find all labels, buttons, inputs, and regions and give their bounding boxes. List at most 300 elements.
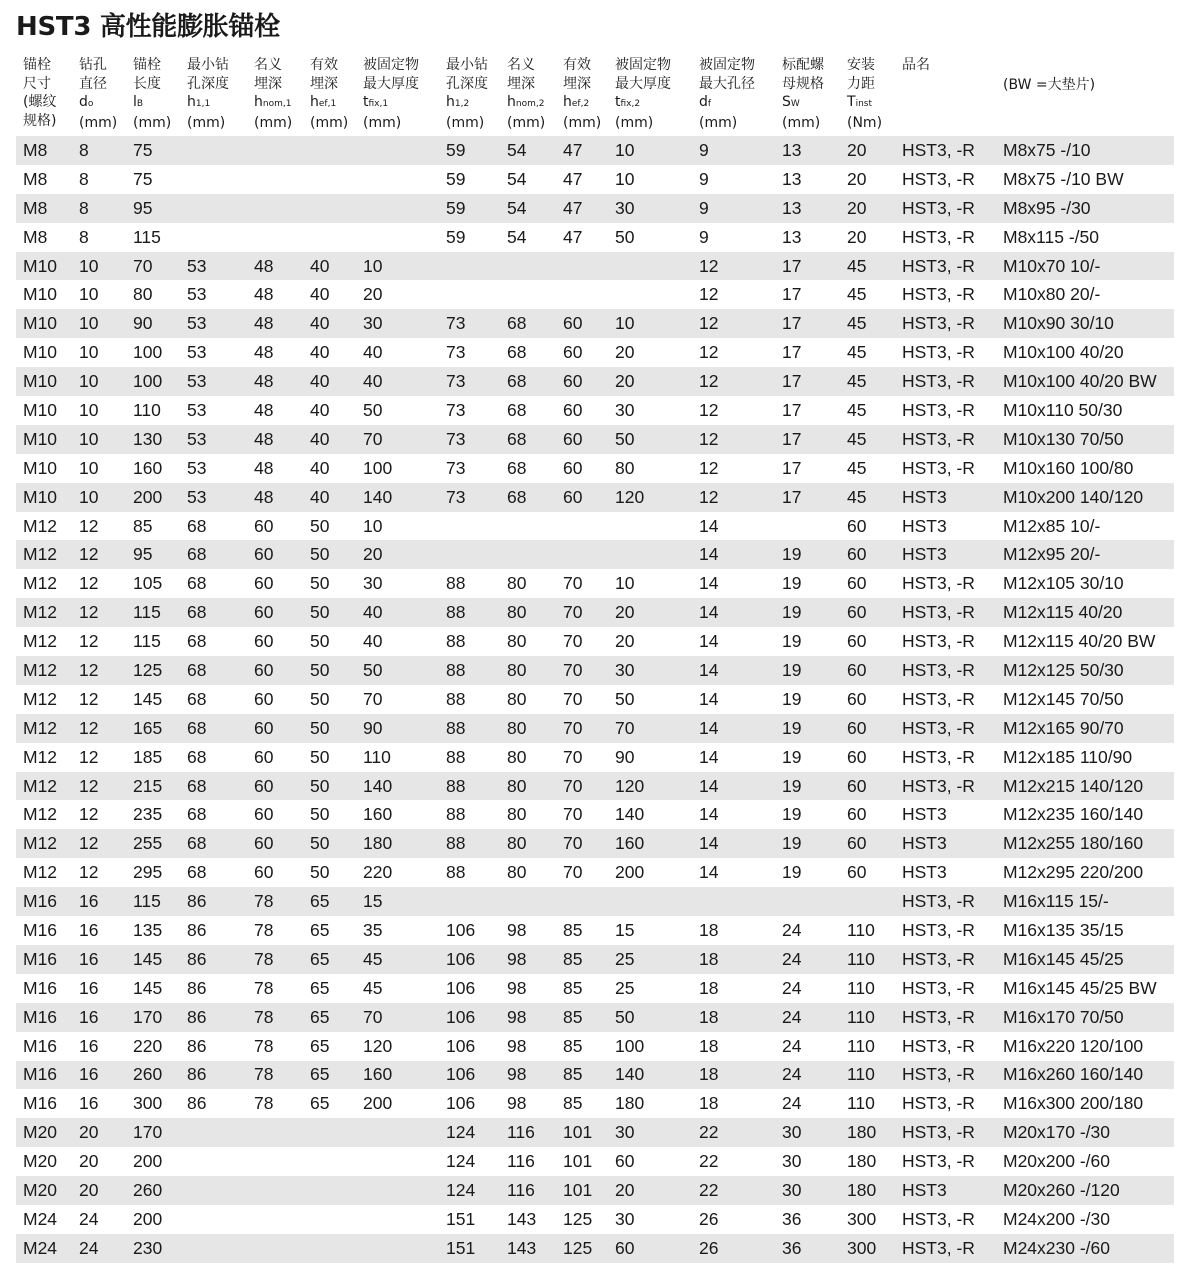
column-header xyxy=(608,56,692,136)
table-cell: 24 xyxy=(775,945,840,974)
table-cell: 200 xyxy=(363,1093,393,1114)
table-cell: M10 xyxy=(16,483,72,512)
table-cell: 17 xyxy=(775,367,840,396)
table-cell: 50 xyxy=(310,804,330,825)
table-cell: 88 xyxy=(439,772,500,801)
table-cell: 20 xyxy=(840,194,895,223)
table-cell xyxy=(356,165,439,194)
table-cell: 70 xyxy=(556,656,608,685)
header-line: 最大厚度 xyxy=(615,75,671,92)
table-cell: 106 xyxy=(439,945,500,974)
table-cell: M10x100 40/20 xyxy=(1003,342,1124,363)
table-cell: 85 xyxy=(563,919,583,940)
table-cell: 50 xyxy=(303,772,356,801)
table-cell: 80 xyxy=(500,714,556,743)
table-cell: 10 xyxy=(72,252,126,281)
table-cell: 14 xyxy=(699,746,719,767)
table-cell xyxy=(247,1205,303,1234)
table-cell: 80 xyxy=(507,746,527,767)
table-cell: M12 xyxy=(23,631,58,652)
table-cell: M20 xyxy=(16,1118,72,1147)
header-line: 力距 xyxy=(847,75,875,92)
header-line: (BW =大垫片) xyxy=(1003,77,1096,93)
table-cell: 68 xyxy=(507,457,527,478)
table-cell: 60 xyxy=(840,540,895,569)
table-cell: 12 xyxy=(692,367,775,396)
header-line: 锚栓 xyxy=(23,57,51,73)
table-cell xyxy=(303,223,356,252)
header-line: 钻孔 xyxy=(79,57,107,73)
column-header xyxy=(692,56,775,136)
table-cell: 10 xyxy=(72,309,126,338)
table-cell: 101 xyxy=(556,1118,608,1147)
table-cell: 80 xyxy=(507,862,527,883)
table-cell: 88 xyxy=(446,862,466,883)
table-cell: 300 xyxy=(133,1093,163,1114)
table-cell xyxy=(775,512,840,541)
header-unit: (mm) xyxy=(615,114,654,131)
table-cell: 80 xyxy=(507,804,527,825)
table-cell: 110 xyxy=(133,399,161,420)
table-cell: 50 xyxy=(608,425,692,454)
table-cell: 68 xyxy=(507,342,527,363)
table-cell: 9 xyxy=(699,226,709,247)
table-cell: 60 xyxy=(608,1234,692,1263)
table-cell: 45 xyxy=(356,945,439,974)
header-unit: (mm) xyxy=(254,114,293,131)
table-cell: 98 xyxy=(500,1061,556,1090)
table-cell: M12 xyxy=(16,714,72,743)
table-cell: 115 xyxy=(126,887,180,916)
table-cell: 170 xyxy=(126,1118,180,1147)
table-cell: 10 xyxy=(363,515,383,536)
table-cell: 40 xyxy=(310,399,330,420)
table-cell: 14 xyxy=(699,515,719,536)
table-cell xyxy=(180,1147,247,1176)
table-cell: 86 xyxy=(180,1061,247,1090)
table-cell: 19 xyxy=(775,714,840,743)
table-cell: HST3, -R xyxy=(902,1035,975,1056)
table-cell xyxy=(608,512,692,541)
table-cell: HST3, -R xyxy=(895,656,996,685)
table-cell: 180 xyxy=(840,1176,895,1205)
table-cell: M12x235 160/140 xyxy=(1003,804,1144,825)
table-cell: 60 xyxy=(247,598,303,627)
table-cell: 86 xyxy=(187,1093,207,1114)
table-cell: 30 xyxy=(363,573,383,594)
table-cell: 68 xyxy=(180,772,247,801)
table-cell xyxy=(247,165,303,194)
header-unit: (mm) xyxy=(563,114,602,131)
table-cell: M10x70 10/- xyxy=(996,252,1174,281)
table-cell xyxy=(247,136,303,165)
table-cell: 95 xyxy=(126,194,180,223)
table-cell xyxy=(500,512,556,541)
table-cell: 45 xyxy=(840,425,895,454)
symbol-subscript: ef,1 xyxy=(318,99,337,109)
table-cell: 95 xyxy=(126,540,180,569)
table-row xyxy=(16,743,1174,772)
table-cell xyxy=(180,165,247,194)
table-cell: M12 xyxy=(23,804,58,825)
table-cell: 48 xyxy=(247,425,303,454)
table-cell: 50 xyxy=(303,598,356,627)
table-cell xyxy=(303,1147,356,1176)
table-cell: 40 xyxy=(303,252,356,281)
table-cell xyxy=(180,136,247,165)
table-cell: 143 xyxy=(500,1234,556,1263)
table-cell: 10 xyxy=(615,168,635,189)
header-line: 母规格 xyxy=(782,75,824,92)
table-cell: HST3, -R xyxy=(895,252,996,281)
table-cell xyxy=(247,223,303,252)
table-cell: 20 xyxy=(72,1118,126,1147)
page-title: HST3 高性能膨胀锚栓 xyxy=(16,12,280,42)
table-cell: 60 xyxy=(254,631,274,652)
table-cell xyxy=(840,887,895,916)
table-cell: M12 xyxy=(23,515,58,536)
table-cell: 60 xyxy=(247,829,303,858)
symbol-letter: h xyxy=(310,94,319,110)
table-cell: 59 xyxy=(439,136,500,165)
table-row xyxy=(16,1118,1174,1147)
table-cell: 40 xyxy=(310,342,330,363)
table-cell: 12 xyxy=(692,483,775,512)
header-line: 名义 xyxy=(254,57,282,73)
table-cell: 88 xyxy=(439,656,500,685)
table-cell: 60 xyxy=(847,573,867,594)
table-cell xyxy=(303,1118,356,1147)
table-cell: 78 xyxy=(254,1035,274,1056)
table-row xyxy=(16,800,1174,829)
table-cell: 48 xyxy=(254,399,274,420)
table-cell: HST3, -R xyxy=(895,1118,996,1147)
table-cell: 110 xyxy=(847,1093,875,1114)
table-header xyxy=(16,56,1174,136)
table-row xyxy=(16,165,1174,194)
header-unit: (mm) xyxy=(507,114,546,131)
table-cell: 53 xyxy=(187,457,207,478)
table-cell: 125 xyxy=(126,656,180,685)
table-cell: M10 xyxy=(23,399,58,420)
table-cell: M16 xyxy=(16,1003,72,1032)
header-unit: (mm) xyxy=(363,114,402,131)
table-cell: 85 xyxy=(133,515,153,536)
table-row xyxy=(16,194,1174,223)
table-cell xyxy=(556,512,608,541)
table-cell: 10 xyxy=(608,309,692,338)
table-cell: 20 xyxy=(79,1151,99,1172)
table-cell: 180 xyxy=(840,1118,895,1147)
table-cell: 12 xyxy=(692,252,775,281)
header-unit: (mm) xyxy=(133,114,172,131)
table-cell: 60 xyxy=(563,399,583,420)
table-cell xyxy=(439,887,500,916)
table-cell xyxy=(608,252,692,281)
header-line: 被固定物 xyxy=(363,57,419,73)
table-cell: 10 xyxy=(72,483,126,512)
header-symbol xyxy=(79,93,126,114)
table-cell: 16 xyxy=(79,977,99,998)
table-cell: M8 xyxy=(23,168,48,189)
column-header xyxy=(895,56,996,136)
table-cell: 70 xyxy=(563,573,583,594)
table-cell: 90 xyxy=(356,714,439,743)
table-cell: M12x85 10/- xyxy=(1003,515,1101,536)
table-cell: HST3 xyxy=(895,540,996,569)
table-cell: 73 xyxy=(439,425,500,454)
table-cell: M10 xyxy=(16,309,72,338)
table-cell: 90 xyxy=(126,309,180,338)
table-cell xyxy=(500,887,556,916)
table-cell: 86 xyxy=(180,945,247,974)
table-row xyxy=(16,685,1174,714)
table-cell: 12 xyxy=(79,573,99,594)
table-row xyxy=(16,367,1174,396)
table-cell: 140 xyxy=(615,804,645,825)
table-cell: M16x145 45/25 BW xyxy=(1003,977,1157,998)
table-cell: 143 xyxy=(507,1208,537,1229)
table-cell: 73 xyxy=(446,342,466,363)
table-cell: 88 xyxy=(439,598,500,627)
table-cell: 88 xyxy=(446,746,466,767)
table-cell: 47 xyxy=(556,136,608,165)
table-cell xyxy=(247,194,303,223)
table-cell: 80 xyxy=(500,598,556,627)
table-cell: M12 xyxy=(23,746,58,767)
table-cell: 65 xyxy=(303,887,356,916)
header-symbol xyxy=(446,93,500,114)
table-cell: 12 xyxy=(699,342,719,363)
table-cell: M10x200 140/120 xyxy=(996,483,1174,512)
table-cell: 88 xyxy=(446,688,466,709)
table-cell: M24x230 -/60 xyxy=(996,1234,1174,1263)
table-row xyxy=(16,1147,1174,1176)
table-cell: 54 xyxy=(500,194,556,223)
table-cell: 13 xyxy=(775,136,840,165)
table-cell xyxy=(356,223,439,252)
header-line: 埋深 xyxy=(507,75,535,92)
table-cell: 98 xyxy=(507,1035,527,1056)
table-cell: 70 xyxy=(563,631,583,652)
column-header xyxy=(775,56,840,136)
table-cell: 20 xyxy=(356,540,439,569)
table-cell: 68 xyxy=(500,483,556,512)
table-cell: 100 xyxy=(363,457,393,478)
table-cell: M16x115 15/- xyxy=(996,887,1174,916)
table-cell: 145 xyxy=(126,945,180,974)
table-cell: 10 xyxy=(615,573,635,594)
table-row xyxy=(16,1089,1174,1118)
table-cell: 53 xyxy=(180,367,247,396)
table-cell: HST3 xyxy=(902,804,947,825)
table-cell: 48 xyxy=(247,483,303,512)
table-cell: M8 xyxy=(23,226,48,247)
table-cell: 17 xyxy=(775,309,840,338)
table-cell: HST3, -R xyxy=(895,1234,996,1263)
table-cell: M16 xyxy=(23,977,58,998)
table-cell: 17 xyxy=(782,284,802,305)
table-cell: 53 xyxy=(187,342,207,363)
table-cell: HST3, -R xyxy=(902,284,975,305)
symbol-letter: S xyxy=(782,94,791,110)
table-cell: 30 xyxy=(356,309,439,338)
table-cell: 255 xyxy=(126,829,180,858)
table-cell: 160 xyxy=(133,457,163,478)
table-cell xyxy=(303,194,356,223)
table-cell: M16x220 120/100 xyxy=(1003,1035,1144,1056)
header-line: 最大厚度 xyxy=(363,75,419,92)
table-cell: 60 xyxy=(840,829,895,858)
table-row xyxy=(16,396,1174,425)
table-cell: M12 xyxy=(16,540,72,569)
table-cell: 19 xyxy=(782,631,802,652)
table-cell: 53 xyxy=(180,309,247,338)
table-cell: 26 xyxy=(692,1234,775,1263)
table-cell: 80 xyxy=(507,688,527,709)
header-symbol xyxy=(563,93,608,114)
table-cell: 50 xyxy=(310,515,330,536)
table-cell: HST3, -R xyxy=(895,136,996,165)
table-cell xyxy=(180,1234,247,1263)
table-cell: 12 xyxy=(72,656,126,685)
table-cell: 60 xyxy=(556,483,608,512)
table-cell: M12x145 70/50 xyxy=(1003,688,1124,709)
table-cell: 68 xyxy=(187,688,207,709)
table-cell: M16 xyxy=(16,1061,72,1090)
table-cell: 65 xyxy=(303,1003,356,1032)
table-cell: 50 xyxy=(310,688,330,709)
table-cell: 10 xyxy=(72,367,126,396)
header-line: 品名 xyxy=(902,57,930,73)
table-cell: 30 xyxy=(608,194,692,223)
table-cell: 70 xyxy=(563,804,583,825)
table-cell: 68 xyxy=(187,804,207,825)
table-cell: M8x115 -/50 xyxy=(1003,226,1099,247)
table-row xyxy=(16,772,1174,801)
table-cell: HST3 xyxy=(902,515,947,536)
header-line: 规格) xyxy=(23,112,57,129)
table-cell xyxy=(356,1205,439,1234)
column-header xyxy=(72,56,126,136)
table-cell: M24 xyxy=(16,1234,72,1263)
table-cell: M12 xyxy=(16,772,72,801)
table-cell: 60 xyxy=(556,309,608,338)
table-cell: M12x185 110/90 xyxy=(1003,746,1133,767)
table-cell: 59 xyxy=(439,194,500,223)
table-cell: 10 xyxy=(79,284,99,305)
table-row xyxy=(16,714,1174,743)
table-cell: 60 xyxy=(563,457,583,478)
table-cell: 180 xyxy=(615,1093,645,1114)
table-cell xyxy=(692,887,775,916)
table-cell: 70 xyxy=(356,1003,439,1032)
table-cell xyxy=(775,887,840,916)
table-cell: M10 xyxy=(23,284,58,305)
table-cell xyxy=(356,1234,439,1263)
table-row xyxy=(16,425,1174,454)
table-cell: 48 xyxy=(247,252,303,281)
table-cell: HST3, -R xyxy=(902,342,975,363)
header-unit: (mm) xyxy=(446,114,485,131)
table-row xyxy=(16,598,1174,627)
table-cell: 30 xyxy=(615,399,635,420)
table-cell xyxy=(439,540,500,569)
header-line: 被固定物 xyxy=(615,57,671,73)
table-cell xyxy=(356,1176,439,1205)
table-cell: 50 xyxy=(356,656,439,685)
table-cell: 19 xyxy=(775,829,840,858)
table-cell: HST3, -R xyxy=(902,1151,975,1172)
table-cell: 116 xyxy=(500,1176,556,1205)
table-row xyxy=(16,280,1174,309)
table-cell: 24 xyxy=(775,1061,840,1090)
table-cell: M10x160 100/80 xyxy=(1003,457,1134,478)
table-cell: 86 xyxy=(180,887,247,916)
table-cell: M20x260 -/120 xyxy=(996,1176,1174,1205)
table-cell: 60 xyxy=(847,515,867,536)
symbol-letter: d xyxy=(79,94,88,110)
table-cell: HST3, -R xyxy=(895,598,996,627)
table-cell: 50 xyxy=(608,1003,692,1032)
table-cell: 20 xyxy=(847,168,867,189)
table-cell xyxy=(356,1147,439,1176)
header-line: 有效 xyxy=(310,57,338,73)
table-cell: 70 xyxy=(563,746,583,767)
table-cell xyxy=(180,1176,247,1205)
column-header xyxy=(996,56,1174,136)
table-cell: 18 xyxy=(699,919,719,940)
table-cell xyxy=(303,136,356,165)
table-cell: M12x115 40/20 BW xyxy=(1003,631,1156,652)
table-cell: 24 xyxy=(79,1208,99,1229)
table-cell: 68 xyxy=(187,746,207,767)
table-cell: 12 xyxy=(72,714,126,743)
table-cell: 17 xyxy=(775,252,840,281)
table-cell: 25 xyxy=(608,945,692,974)
table-row xyxy=(16,223,1174,252)
table-cell: 68 xyxy=(187,862,207,883)
table-cell: 30 xyxy=(615,1208,635,1229)
header-symbol xyxy=(615,93,692,114)
table-cell: 60 xyxy=(847,804,867,825)
table-cell: 60 xyxy=(615,1151,635,1172)
table-cell: 73 xyxy=(439,367,500,396)
table-cell: 60 xyxy=(254,746,274,767)
table-cell: 140 xyxy=(608,1061,692,1090)
table-cell: M16x145 45/25 xyxy=(996,945,1174,974)
table-cell: 30 xyxy=(608,1118,692,1147)
table-cell: 78 xyxy=(254,977,274,998)
table-cell: 20 xyxy=(608,598,692,627)
table-cell: 53 xyxy=(187,284,207,305)
table-cell: HST3, -R xyxy=(895,194,996,223)
table-cell: HST3, -R xyxy=(902,399,975,420)
table-cell: 50 xyxy=(310,862,330,883)
table-cell xyxy=(356,136,439,165)
table-cell: 70 xyxy=(126,252,180,281)
table-cell xyxy=(556,887,608,916)
table-cell xyxy=(247,1176,303,1205)
table-cell: 24 xyxy=(782,977,802,998)
table-row xyxy=(16,1234,1174,1263)
table-cell: 45 xyxy=(847,284,867,305)
table-cell: 19 xyxy=(782,688,802,709)
table-cell: M20x170 -/30 xyxy=(996,1118,1174,1147)
table-cell: 200 xyxy=(133,1208,163,1229)
table-cell: 40 xyxy=(363,342,383,363)
table-cell: 14 xyxy=(692,829,775,858)
